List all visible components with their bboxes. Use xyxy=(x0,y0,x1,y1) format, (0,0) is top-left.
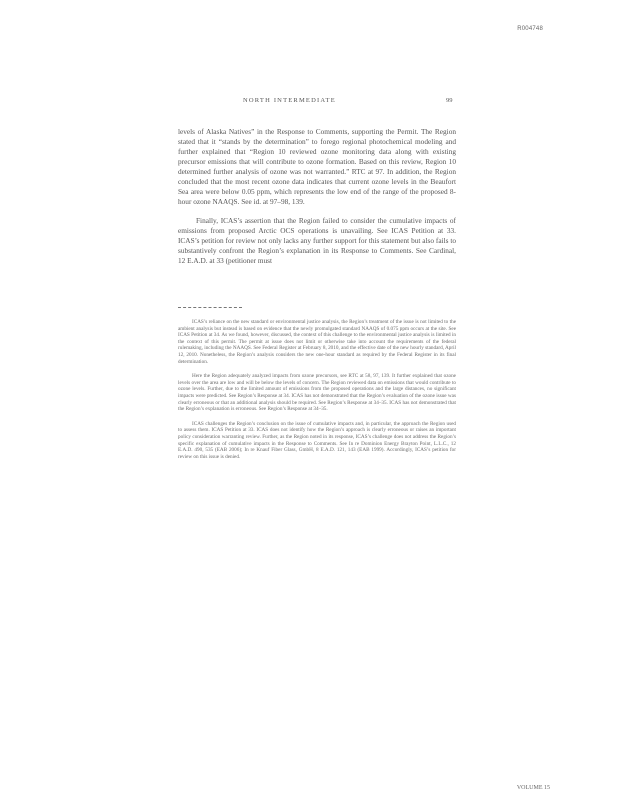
paragraph: Finally, ICAS’s assertion that the Region failed to consider the cumulative impacts of emissions from proposed Arctic OCS operations is unavailing. See ICAS Petition at 33. ICAS’s petition for review not only lacks any further support for this statement but also fails to substantively confront the Region’s explanation in its Response to Comments. See Cardinal, 12 E.A.D. at 33 (petitioner must xyxy=(178,216,456,265)
main-text xyxy=(178,127,456,275)
footnote: ICAS challenges the Region’s conclusion on the issue of cumulative impacts and, in particular, the approach the Region used to assess them. ICAS Petition at 33. ICAS does not identify how the Region’s approach is clearly erroneous or raises an important policy consideration warranting review. Further, as the Region noted in its response, ICAS’s challenge does not address the Region’s specific explanation of cumulative impacts in the Response to Comments. See In re Dominion Energy Brayton Point, L.L.C., 12 E.A.D. 490, 535 (EAB 2006); In re Knauf Fiber Glass, GmbH, 8 E.A.D. 121, 143 (EAB 1999). Accordingly, ICAS’s petition for review on this issue is denied. xyxy=(178,420,456,460)
footnote-separator xyxy=(178,307,242,308)
footnote: ICAS’s reliance on the new standard or environmental justice analysis, the Region’s treatment of the issue is not limited to the ambient analysis but instead is based on evidence that the newly promulgated standard NAAQS of 0.075 ppm occurs at the site. See ICAS Petition at 34. As we found, however, discussed, the context of this challenge to the environmental justice analysis is limited in the context of this permit. The permit at issue does not limit or otherwise take into account the requirements of the federal rulemaking, including the NAAQS. See Federal Register at February 8, 2010, and the effective date of the new hourly standard, April 12, 2010. Nonetheless, the Region’s analysis considers the new one-hour standard as required by the Federal Register in its final determination. xyxy=(178,319,456,365)
paragraph: levels of Alaska Natives” in the Response to Comments, supporting the Permit. The Region stated that it “stands by the determination” to forego regional photochemical modeling and further explained that “Region 10 reviewed ozone monitoring data along with existing precursor emissions that will contribute to ozone formation. Based on this review, Region 10 determined further analysis of ozone was not warranted.” RTC at 97. In addition, the Region concluded that the most recent ozone data indicates that current ozone levels in the Beaufort Sea area were below 0.05 ppm, which represents the low end of the range of the proposed 8-hour ozone NAAQS. See id. at 97–98, 139. xyxy=(178,127,456,206)
running-header xyxy=(0,97,618,107)
footnotes xyxy=(178,319,456,468)
running-header-title: NORTH INTERMEDIATE xyxy=(243,97,336,104)
page-number: 99 xyxy=(446,97,453,104)
page-footer: VOLUME 15 xyxy=(516,785,550,791)
footnote: Here the Region adequately analyzed impacts from ozone precursors, see RTC at 58, 97, 139. It further explained that ozone levels over the area are low and will be below the levels of concern. The Region reviewed data on emissions that would contribute to ozone levels. Further, due to the limited amount of emissions from the proposed operations and the large distances, no significant impacts were predicted. See Region’s Response at 34. ICAS has not demonstrated that the Region’s evaluation of the ozone issue was clearly erroneous or that an additional analysis should be required. See Region’s Response at 34–35. ICAS has not demonstrated that the Region’s explanation is erroneous. See Region’s Response at 34–35. xyxy=(178,373,456,413)
bates-number: R004748 xyxy=(517,26,543,32)
